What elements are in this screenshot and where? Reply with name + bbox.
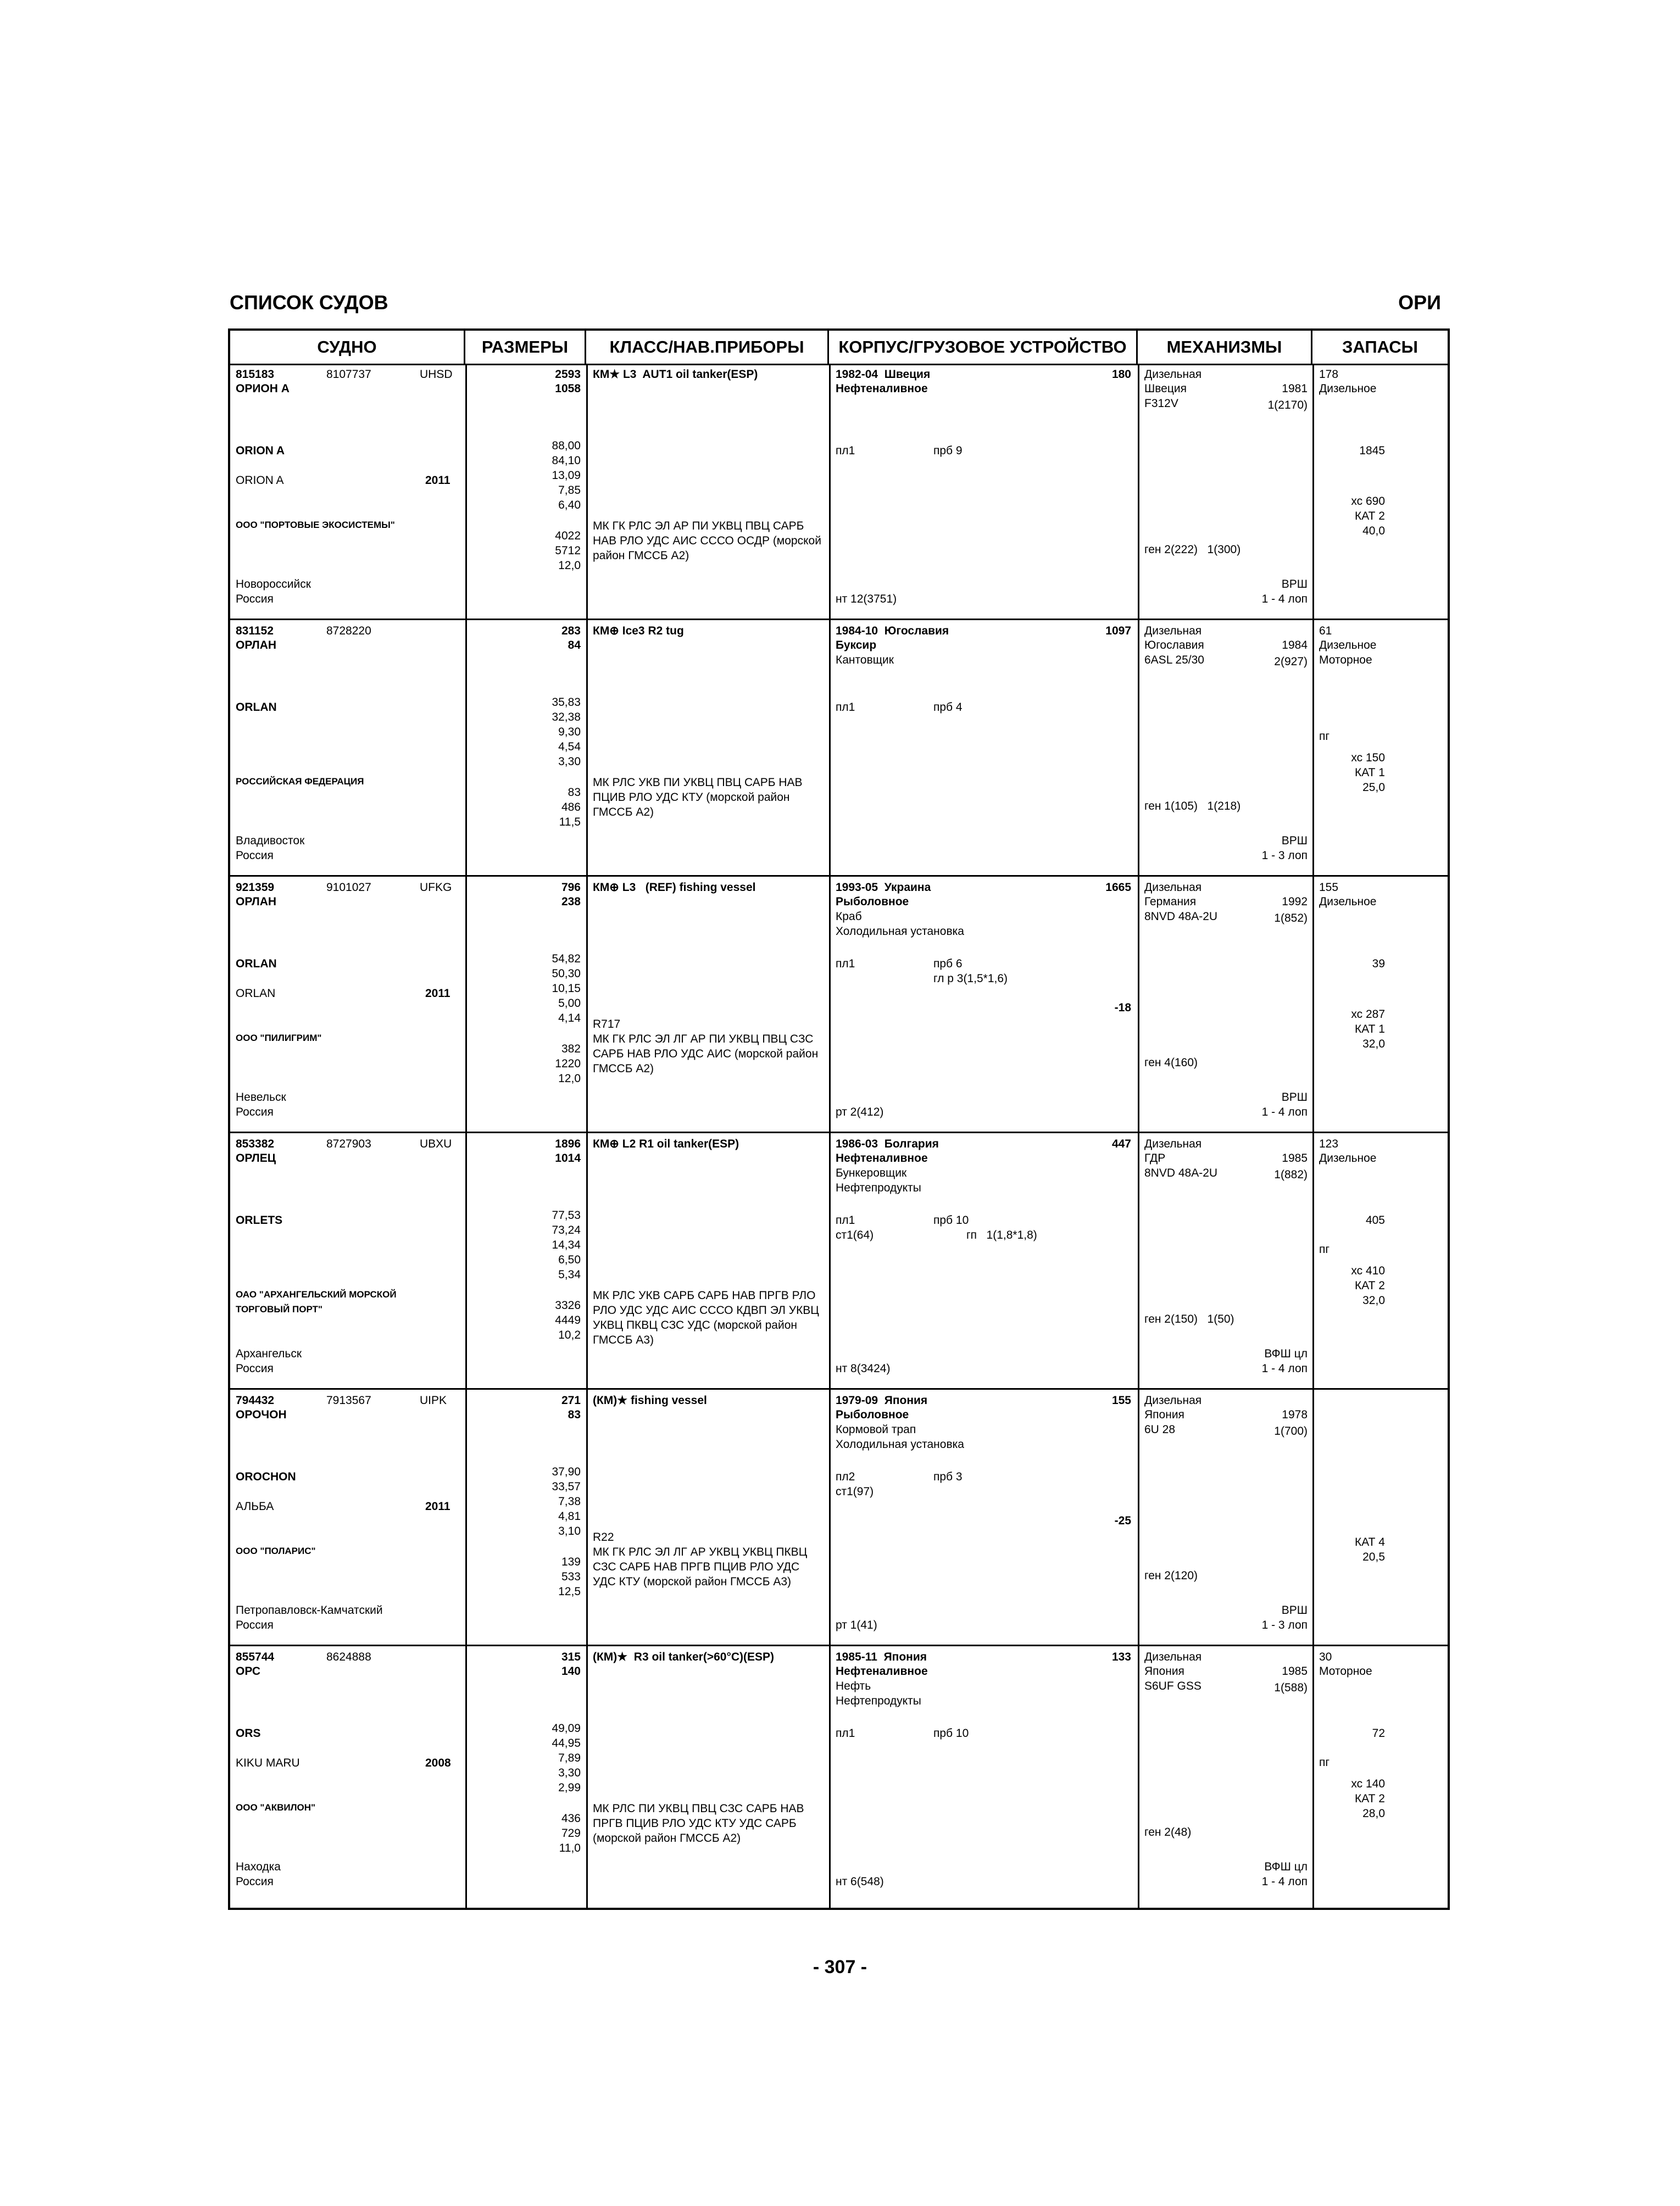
tanks: рт 2(412) [836,1106,884,1118]
deadweight-value: 12,0 [558,1072,581,1085]
dimension-value: 6,40 [558,499,581,511]
deadweight-value: 382 [561,1043,581,1055]
hull-decks: пл1 [836,1214,855,1227]
dimension-value: 7,85 [558,484,581,497]
nav-equipment: МК ГК РЛС ЭЛ ЛГ АР ПИ УКВЦ ПВЦ СЗС САРБ НАВ РЛО УДС АИС (морской район ГМССБ А2) [593,1033,819,1075]
call-sign: UBXU [420,1138,452,1150]
cargo-equipment: Холодильная установка [836,1438,964,1451]
engine-country: Югославия [1144,639,1204,651]
imo-number: 8727903 [326,1138,371,1150]
dimension-value: 35,83 [552,696,581,709]
hull-decks: пл2 [836,1470,855,1483]
owner: РОССИЙСКАЯ ФЕДЕРАЦИЯ [236,776,364,787]
rename-year: 2011 [425,1500,450,1513]
cargo-gear: пг [1319,730,1330,743]
generators: ген 2(150) 1(50) [1144,1313,1234,1325]
home-port: Находка [236,1860,281,1873]
tanks: рт 1(41) [836,1619,877,1631]
engine-country: Япония [1144,1665,1184,1678]
engine-country: Германия [1144,895,1197,908]
holds: хс 287 [1351,1008,1385,1021]
imo-number: 8107737 [326,368,371,381]
dimension-value: 9,30 [558,726,581,738]
build-date-country: 1986-03 Болгария [836,1138,939,1150]
net-tonnage: 84 [568,639,581,651]
fuel-capacity: 61 [1319,625,1332,637]
ship-record [230,1133,1448,1390]
crew-or-power: 133 [1111,1651,1131,1663]
cargo-gear: пг [1319,1243,1330,1256]
imo-number: 8728220 [326,625,371,637]
fuel-type: Моторное [1319,1665,1372,1678]
dimension-value: 44,95 [552,1737,581,1750]
engine-model: 6U 28 [1144,1423,1176,1436]
category: КАТ 2 [1355,510,1385,522]
vessel-latin-name: ORS [236,1727,261,1740]
dimension-value: 84,10 [552,454,581,467]
gross-tonnage: 315 [561,1651,581,1663]
crew-or-power: 447 [1111,1138,1131,1150]
registry-number: 831152 [236,625,274,637]
gross-tonnage: 796 [561,881,581,894]
propeller-blades: 1 - 4 лоп [1261,1362,1308,1375]
dimension-value: 4,54 [558,740,581,753]
hull-bulkheads: прб 4 [933,701,963,714]
deadweight-value: 5712 [555,544,581,557]
fuel-capacity: 123 [1319,1138,1339,1150]
cargo-equipment: Холодильная установка [836,925,964,938]
vessel-latin-name: OROCHON [236,1470,296,1483]
cargo-gear: пг [1319,1756,1330,1769]
gross-tonnage: 271 [561,1394,581,1407]
deadweight-value: 11,5 [559,816,581,828]
engine-year: 1985 [1282,1665,1308,1678]
engine-year: 1992 [1282,895,1308,908]
vessel-subtype: Нефть [836,1680,871,1692]
holds: хс 150 [1351,751,1385,764]
propeller-blades: 1 - 4 лоп [1261,593,1308,605]
propeller-type: ВРШ [1281,1604,1308,1617]
deadweight-value: 533 [561,1570,581,1583]
engine-type: Дизельная [1144,1394,1202,1407]
generators: ген 2(48) [1144,1826,1192,1839]
engine-type: Дизельная [1144,625,1202,637]
dimension-value: 5,00 [558,997,581,1010]
crew-or-power: 155 [1111,1394,1131,1407]
category: КАТ 2 [1355,1792,1385,1805]
dimension-value: 7,38 [558,1495,581,1508]
class-notation: КМ⊕ L3 (REF) fishing vessel [593,881,756,894]
dimension-value: 2,99 [558,1781,581,1794]
temperature: -25 [1114,1514,1131,1527]
tanks: нт 6(548) [836,1875,884,1888]
engine-model: F312V [1144,397,1178,410]
generators: ген 2(120) [1144,1569,1198,1582]
owner: ООО "ПОРТОВЫЕ ЭКОСИСТЕМЫ" [236,520,395,530]
vessel-type: Нефтеналивное [836,1152,928,1165]
registry-number: 855744 [236,1651,275,1663]
vessel-name: ОРЛЕЦ [236,1152,276,1165]
dimension-value: 77,53 [552,1209,581,1222]
crew-or-power: 1097 [1105,625,1131,637]
vessel-type: Нефтеналивное [836,1665,928,1678]
category-value: 28,0 [1362,1807,1385,1820]
engine-model: 8NVD 48A-2U [1144,910,1218,923]
category-value: 32,0 [1362,1294,1385,1307]
propeller-type: ВРШ [1281,834,1308,847]
flag-country: Россия [236,1106,274,1118]
engine-year: 1985 [1282,1152,1308,1165]
dimension-value: 4,14 [558,1012,581,1024]
nav-equipment: МК ГК РЛС ЭЛ ЛГ АР УКВЦ УКВЦ ПКВЦ СЗС САРБ НАВ ПРГВ ПЦИВ РЛО УДС УДС КТУ (морской район ГМССБ А3) [593,1546,808,1588]
home-port: Владивосток [236,834,305,847]
ship-record [230,877,1448,1133]
dimension-value: 32,38 [552,711,581,723]
fuel-type: Дизельное [1319,639,1377,651]
engine-type: Дизельная [1144,1138,1202,1150]
rename-year: 2008 [425,1757,451,1769]
registry-number: 815183 [236,368,275,381]
call-sign: UHSD [420,368,453,381]
hull-decks: пл1 [836,1727,855,1740]
fuel-capacity: 30 [1319,1651,1332,1663]
engine-type: Дизельная [1144,368,1202,381]
owner: ООО "ПОЛАРИС" [236,1546,316,1556]
vessel-subtype: Бункеровщик [836,1167,907,1179]
ship-record [230,1646,1448,1903]
generators: ген 1(105) 1(218) [1144,800,1241,812]
build-date-country: 1984-10 Югославия [836,625,949,637]
water-capacity: 1845 [1359,444,1385,457]
registry-number: 921359 [236,881,275,894]
fuel-type: Дизельное [1319,1152,1377,1165]
dimension-value: 7,89 [558,1752,581,1764]
cargo-equipment: Нефтепродукты [836,1182,921,1194]
rename-year: 2011 [425,987,450,1000]
home-port: Архангельск [236,1347,302,1360]
dimension-value: 33,57 [552,1480,581,1493]
vessel-name: ОРС [236,1665,260,1678]
gross-tonnage: 283 [561,625,581,637]
engine-model: S6UF GSS [1144,1680,1201,1692]
vessel-subtype: Кормовой трап [836,1423,916,1436]
engine-count: 1(882) [1274,1168,1308,1181]
vessel-subtype: Кантовщик [836,654,894,666]
former-name: ORLAN [236,987,276,1000]
nav-equipment: МК РЛС УКВ САРБ САРБ НАВ ПРГВ РЛО РЛО УДС УДС АИС СССО КДВП ЭЛ УКВЦ УКВЦ ПКВЦ СЗС УДС (морской район ГМССБ А3) [593,1289,819,1346]
vessel-name: ОРЛАН [236,639,277,651]
propeller-blades: 1 - 3 лоп [1261,1619,1308,1631]
deadweight-value: 3326 [555,1299,581,1312]
vessel-name: ОРЛАН [236,895,277,908]
owner: ООО "ПИЛИГРИМ" [236,1033,322,1043]
page-title: СПИСОК СУДОВ [230,291,388,314]
imo-number: 8624888 [326,1651,371,1663]
hull-decks: пл1 [836,701,855,714]
col-header-machinery: МЕХАНИЗМЫ [1138,331,1312,364]
col-header-dimensions: РАЗМЕРЫ [465,331,586,364]
fuel-capacity: 155 [1319,881,1339,894]
ship-record [230,364,1448,620]
dimension-value: 13,09 [552,469,581,482]
home-port: Петропавловск-Камчатский [236,1604,383,1617]
former-name: KIKU MARU [236,1757,300,1769]
dimension-value: 49,09 [552,1722,581,1735]
dimension-value: 3,30 [558,755,581,768]
engine-country: Швеция [1144,382,1187,395]
fuel-type-secondary: Моторное [1319,654,1372,666]
fuel-type: Дизельное [1319,895,1377,908]
net-tonnage: 140 [561,1665,581,1678]
vessel-type: Буксир [836,639,877,651]
flag-country: Россия [236,593,274,605]
page-number: - 307 - [813,1957,867,1977]
dimension-value: 37,90 [552,1466,581,1478]
net-tonnage: 238 [561,895,581,908]
build-date-country: 1985-11 Япония [836,1651,927,1663]
refrigerant: R717 [593,1018,621,1030]
engine-year: 1981 [1282,382,1308,395]
category-value: 20,5 [1362,1551,1385,1563]
category-value: 40,0 [1362,525,1385,537]
propeller-type: ВФШ цл [1264,1347,1308,1360]
deadweight-value: 83 [568,786,581,799]
engine-type: Дизельная [1144,881,1202,894]
former-name: АЛЬБА [236,1500,274,1513]
generators: ген 2(222) 1(300) [1144,543,1241,556]
flag-country: Россия [236,1362,274,1375]
vessel-latin-name: ORLETS [236,1214,283,1227]
propeller-type: ВФШ цл [1264,1860,1308,1873]
dimension-value: 6,50 [558,1254,581,1266]
build-date-country: 1993-05 Украина [836,881,931,894]
col-header-vessel: СУДНО [230,331,465,364]
owner: ОАО "АРХАНГЕЛЬСКИЙ МОРСКОЙ ТОРГОВЫЙ ПОРТ" [236,1289,397,1314]
dimension-value: 88,00 [552,439,581,452]
call-sign: UFKG [420,881,452,894]
ship-table [228,328,1450,1910]
nav-equipment: МК ГК РЛС ЭЛ АР ПИ УКВЦ ПВЦ САРБ НАВ РЛО УДС АИС СССО ОСДР (морской район ГМССБ А2) [593,520,821,562]
vessel-name: ОРИОН А [236,382,290,395]
dimension-value: 3,30 [558,1767,581,1779]
home-port: Невельск [236,1091,286,1104]
category: КАТ 4 [1355,1536,1385,1548]
imo-number: 9101027 [326,881,371,894]
deadweight-value: 12,5 [558,1585,581,1598]
hull-decks: пл1 [836,444,855,457]
dimension-value: 14,34 [552,1239,581,1251]
engine-model: 8NVD 48A-2U [1144,1167,1218,1179]
nav-equipment: МК РЛС ПИ УКВЦ ПВЦ СЗС САРБ НАВ ПРГВ ПЦИВ РЛО УДС КТУ УДС САРБ (морской район ГМССБ А2) [593,1802,804,1845]
category-value: 25,0 [1362,781,1385,794]
engine-count: 1(852) [1274,912,1308,924]
hull-extra: ст1(64) [836,1229,874,1241]
hull-hatches: гп 1(1,8*1,8) [966,1229,1037,1241]
engine-country: ГДР [1144,1152,1166,1165]
dimension-value: 4,81 [558,1510,581,1523]
engine-year: 1978 [1282,1408,1308,1421]
water-capacity: 405 [1365,1214,1385,1227]
dimension-value: 50,30 [552,967,581,980]
net-tonnage: 1014 [555,1152,581,1165]
category-value: 32,0 [1362,1038,1385,1050]
build-date-country: 1979-09 Япония [836,1394,928,1407]
vessel-name: ОРОЧОН [236,1408,287,1421]
category: КАТ 1 [1355,766,1385,779]
vessel-latin-name: ORION A [236,444,285,457]
vessel-latin-name: ORLAN [236,957,277,970]
former-name: ORION A [236,474,284,487]
tanks: нт 12(3751) [836,593,897,605]
hull-bulkheads: прб 10 [933,1727,969,1740]
class-notation: (КМ)★ fishing vessel [593,1394,707,1407]
registry-number: 794432 [236,1394,275,1407]
holds: хс 690 [1351,495,1385,508]
net-tonnage: 1058 [555,382,581,395]
deadweight-value: 10,2 [558,1329,581,1341]
flag-country: Россия [236,1619,274,1631]
vessel-type: Рыболовное [836,895,909,908]
hull-bulkheads: прб 9 [933,444,963,457]
hull-bulkheads: прб 3 [933,1470,963,1483]
crew-or-power: 1665 [1105,881,1131,894]
hull-extra: ст1(97) [836,1485,874,1498]
hull-bulkheads: прб 6 [933,957,963,970]
dimension-value: 3,10 [558,1525,581,1537]
hull-bulkheads: прб 10 [933,1214,969,1227]
owner: ООО "АКВИЛОН" [236,1802,316,1813]
engine-count: 1(2170) [1267,399,1308,411]
deadweight-value: 11,0 [559,1842,581,1854]
table-header [230,331,1448,365]
class-notation: КМ⊕ L2 R1 oil tanker(ESP) [593,1138,739,1150]
page-code: ОРИ [1398,291,1441,314]
generators: ген 4(160) [1144,1056,1198,1069]
vessel-latin-name: ORLAN [236,701,277,714]
engine-count: 1(700) [1274,1425,1308,1438]
col-header-class: КЛАСС/НАВ.ПРИБОРЫ [586,331,829,364]
build-date-country: 1982-04 Швеция [836,368,931,381]
rename-year: 2011 [425,474,450,487]
vessel-type: Рыболовное [836,1408,909,1421]
class-notation: КМ⊕ Ice3 R2 tug [593,625,684,637]
dimension-value: 54,82 [552,952,581,965]
dimension-value: 5,34 [558,1268,581,1281]
flag-country: Россия [236,1875,274,1888]
gross-tonnage: 2593 [555,368,581,381]
gross-tonnage: 1896 [555,1138,581,1150]
home-port: Новороссийск [236,578,311,591]
water-capacity: 72 [1372,1727,1385,1740]
engine-model: 6ASL 25/30 [1144,654,1204,666]
propeller-blades: 1 - 4 лоп [1261,1106,1308,1118]
deadweight-value: 436 [561,1812,581,1825]
ship-record [230,620,1448,877]
dimension-value: 73,24 [552,1224,581,1236]
engine-count: 2(927) [1274,655,1308,668]
water-capacity: 39 [1372,957,1385,970]
holds: хс 410 [1351,1264,1385,1277]
propeller-blades: 1 - 4 лоп [1261,1875,1308,1888]
holds: хс 140 [1351,1778,1385,1790]
vessel-subtype: Краб [836,910,862,923]
deadweight-value: 139 [561,1556,581,1568]
call-sign: UIPK [420,1394,447,1407]
hull-extra: гл р 3(1,5*1,6) [933,972,1008,985]
engine-count: 1(588) [1274,1681,1308,1694]
category: КАТ 1 [1355,1023,1385,1035]
fuel-capacity: 178 [1319,368,1339,381]
deadweight-value: 12,0 [558,559,581,572]
engine-country: Япония [1144,1408,1184,1421]
flag-country: Россия [236,849,274,862]
deadweight-value: 729 [561,1827,581,1840]
col-header-supplies: ЗАПАСЫ [1342,337,1418,356]
class-notation: КМ★ L3 AUT1 oil tanker(ESP) [593,368,758,381]
imo-number: 7913567 [326,1394,371,1407]
ship-record [230,1390,1448,1646]
propeller-type: ВРШ [1281,1091,1308,1104]
refrigerant: R22 [593,1531,614,1544]
class-notation: (КМ)★ R3 oil tanker(>60°C)(ESP) [593,1651,775,1663]
registry-number: 853382 [236,1138,275,1150]
fuel-type: Дизельное [1319,382,1377,395]
nav-equipment: МК РЛС УКВ ПИ УКВЦ ПВЦ САРБ НАВ ПЦИВ РЛО УДС КТУ (морской район ГМССБ А2) [593,776,803,818]
net-tonnage: 83 [568,1408,581,1421]
category: КАТ 2 [1355,1279,1385,1292]
crew-or-power: 180 [1111,368,1131,381]
cargo-equipment: Нефтепродукты [836,1695,921,1707]
deadweight-value: 1220 [555,1057,581,1070]
deadweight-value: 4022 [555,530,581,542]
col-header-hull: КОРПУС/ГРУЗОВОЕ УСТРОЙСТВО [829,331,1138,364]
tanks: нт 8(3424) [836,1362,891,1375]
deadweight-value: 4449 [555,1314,581,1327]
vessel-type: Нефтеналивное [836,382,928,395]
propeller-type: ВРШ [1281,578,1308,591]
engine-year: 1984 [1282,639,1308,651]
engine-type: Дизельная [1144,1651,1202,1663]
propeller-blades: 1 - 3 лоп [1261,849,1308,862]
deadweight-value: 486 [561,801,581,814]
temperature: -18 [1114,1001,1131,1014]
hull-decks: пл1 [836,957,855,970]
dimension-value: 10,15 [552,982,581,995]
